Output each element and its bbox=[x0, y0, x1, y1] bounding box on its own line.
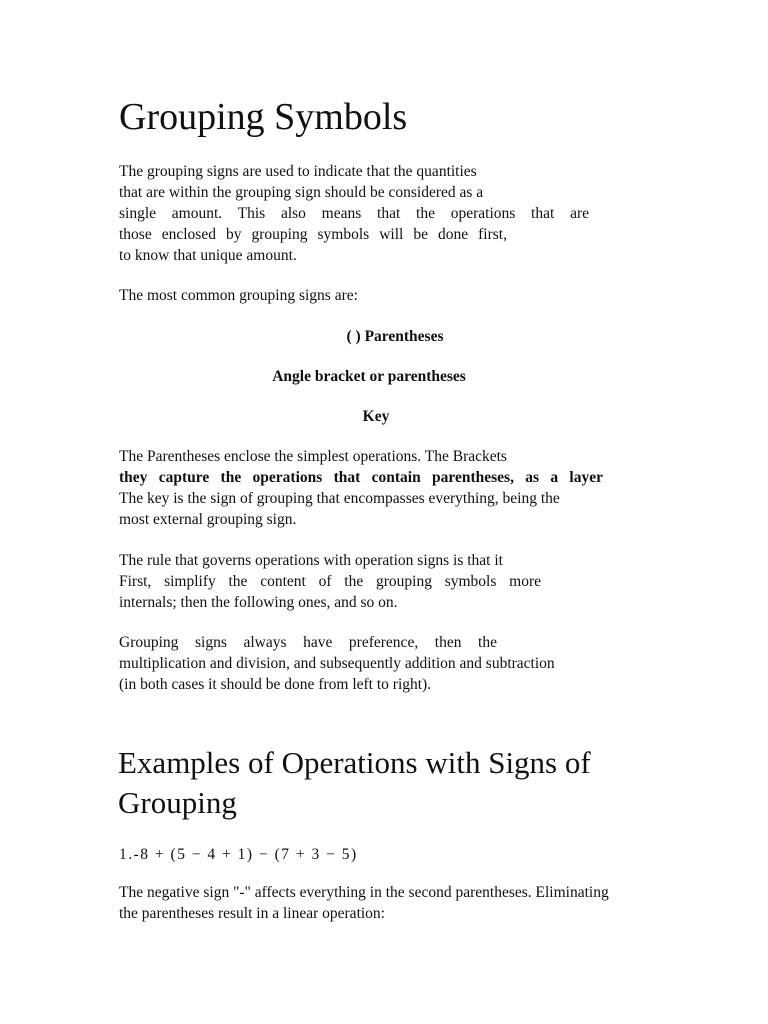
paragraph-line: First, simplify the content of the grouping symbols more bbox=[119, 573, 541, 590]
common-signs-label bbox=[119, 285, 603, 306]
parentheses-paragraph bbox=[119, 446, 603, 530]
section-heading: Examples of Operations with Signs of Grouping bbox=[118, 745, 591, 820]
paragraph-line: The key is the sign of grouping that encompasses everything, being the bbox=[119, 490, 560, 507]
intro-paragraph bbox=[119, 161, 603, 266]
paragraph-line: Grouping signs always have preference, then the bbox=[119, 634, 497, 651]
paragraph-line: the parentheses result in a linear operation: bbox=[119, 905, 385, 922]
sign-item-parentheses bbox=[119, 326, 671, 347]
negative-sign-paragraph bbox=[119, 882, 639, 924]
sign-label: Key bbox=[362, 408, 390, 425]
sign-item-brackets bbox=[119, 366, 619, 387]
paragraph-line: multiplication and division, and subsequently addition and subtraction bbox=[119, 655, 555, 672]
paragraph-line: The rule that governs operations with operation signs is that it bbox=[119, 552, 503, 569]
page-title: Grouping Symbols bbox=[119, 96, 408, 138]
paragraph-line: (in both cases it should be done from left to right). bbox=[119, 676, 432, 693]
preference-paragraph bbox=[119, 632, 603, 695]
paragraph-line: The negative sign "-" affects everything in the second parentheses. Eliminating bbox=[119, 884, 609, 901]
paragraph-line: internals; then the following ones, and so on. bbox=[119, 594, 398, 611]
intro-line: that are within the grouping sign should be considered as a bbox=[119, 184, 484, 201]
common-signs-text: The most common grouping signs are: bbox=[119, 287, 358, 304]
paragraph-line: most external grouping sign. bbox=[119, 511, 297, 528]
intro-line: those enclosed by grouping symbols will be done first, bbox=[119, 226, 507, 243]
intro-line: The grouping signs are used to indicate that the quantities bbox=[119, 163, 477, 180]
example-expression bbox=[119, 844, 603, 865]
example-text: 1.-8 + (5 − 4 + 1) − (7 + 3 − 5) bbox=[119, 846, 358, 863]
paragraph-line: The Parentheses enclose the simplest operations. The Brackets bbox=[119, 448, 507, 465]
rule-paragraph bbox=[119, 550, 603, 613]
sign-label: Angle bracket or parentheses bbox=[272, 368, 466, 385]
sign-item-key bbox=[119, 406, 633, 427]
intro-line: to know that unique amount. bbox=[119, 247, 297, 264]
intro-line: single amount. This also means that the operations that are bbox=[119, 205, 589, 222]
sign-label: ( ) Parentheses bbox=[346, 328, 444, 345]
paragraph-line: they capture the operations that contain parentheses, as a layer bbox=[119, 469, 603, 486]
